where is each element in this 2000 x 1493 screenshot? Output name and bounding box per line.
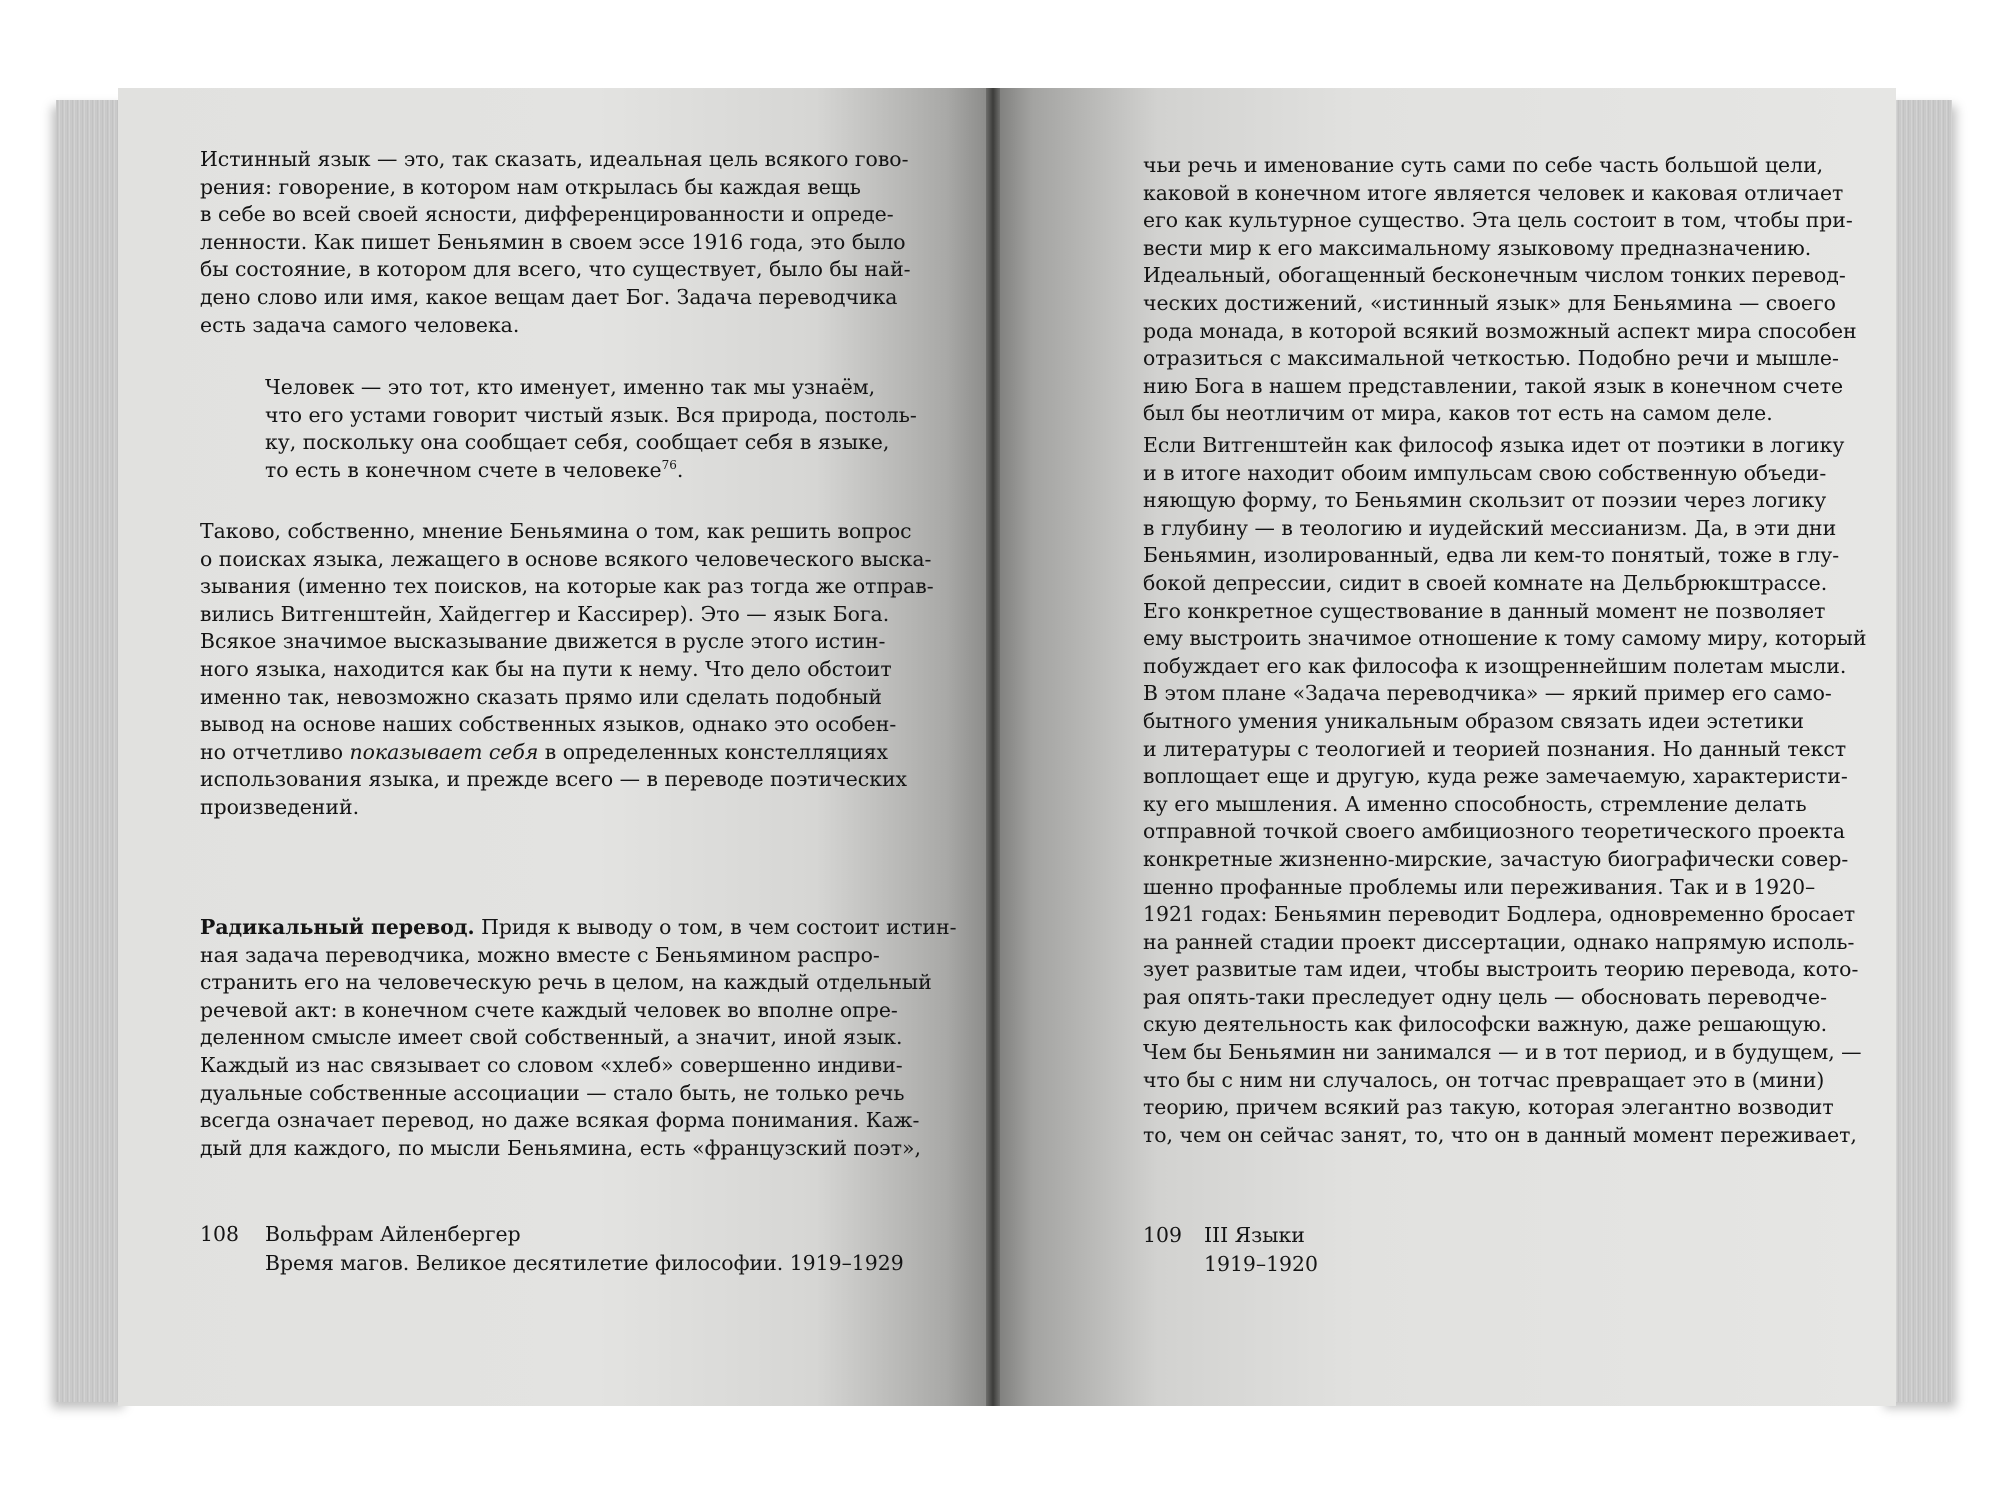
text-line: Если Витгенштейн как философ языка идет от поэтики в логику xyxy=(1143,433,1845,457)
emphasis-text: показывает себя xyxy=(349,739,539,764)
text-line: чьи речь и именование суть сами по себе часть большой цели, xyxy=(1143,153,1824,177)
section-run-in-heading: Радикальный перевод. xyxy=(200,915,475,939)
text-line: Истинный язык — это, так сказать, идеальная цель всякого гово- xyxy=(200,147,909,171)
text-line xyxy=(200,914,957,942)
text-line: всегда означает перевод, но даже всякая форма понимания. Каж- xyxy=(200,1108,920,1133)
text-line: в себе во всей своей ясности, дифференцированности и опреде- xyxy=(200,202,894,227)
text-segment: в определенных констелляциях xyxy=(538,739,889,764)
text-line: скую деятельность как философски важную, даже решающую. xyxy=(1143,1012,1828,1037)
text-line: Каждый из нас связывает со словом «хлеб» совершенно индиви- xyxy=(200,1052,903,1077)
text-line: есть задача самого человека. xyxy=(200,312,520,337)
footnote-marker: 76 xyxy=(661,457,677,472)
text-line: ку, поскольку она сообщает себя, сообщает себя в языке, xyxy=(265,430,890,455)
text-line: то, чем он сейчас занят, то, что он в данный момент переживает, xyxy=(1143,1122,1857,1147)
page-number-right: 109 xyxy=(1143,1223,1182,1247)
text-line xyxy=(200,739,889,767)
text-line: вывод на основе наших собственных языков, однако это особен- xyxy=(200,712,897,737)
text-line: конкретные жизненно-мирские, зачастую биографически совер- xyxy=(1143,846,1849,871)
text-line: В этом плане «Задача переводчика» — яркий пример его само- xyxy=(1143,681,1832,706)
right-paragraph-2 xyxy=(1143,432,1867,1149)
text-line: в глубину — в теологию и иудейский мессианизм. Да, в эти дни xyxy=(1143,515,1837,540)
text-line: и литературы с теологией и теорией познания. Но данный текст xyxy=(1143,736,1847,761)
text-line: шенно профанные проблемы или переживания. Так и в 1920– xyxy=(1143,874,1816,899)
text-line: вились Витгенштейн, Хайдеггер и Кассирер). Это — язык Бога. xyxy=(200,601,890,626)
text-line: рения: говорение, в котором нам открылась бы каждая вещь xyxy=(200,174,861,199)
text-line: ему выстроить значимое отношение к тому самому миру, который xyxy=(1143,626,1867,651)
text-line: теорию, причем всякий раз такую, которая элегантно возводит xyxy=(1143,1095,1834,1120)
text-line: Таково, собственно, мнение Беньямина о том, как решить вопрос xyxy=(200,519,912,543)
text-line: Человек — это тот, кто именует, именно так мы узнаём, xyxy=(265,375,876,399)
text-line: нию Бога в нашем представлении, такой язык в конечном счете xyxy=(1143,373,1844,398)
text-line: был бы неотличим от мира, каков тот есть на самом деле. xyxy=(1143,401,1773,426)
left-paragraph-2 xyxy=(200,518,934,822)
text-line: 1921 годах: Беньямин переводит Бодлера, одновременно бросает xyxy=(1143,902,1856,927)
text-line: няющую форму, то Беньямин скользит от поэзии через логику xyxy=(1143,488,1827,513)
text-line: и в итоге находит обоим импульсам свою собственную объеди- xyxy=(1143,460,1827,485)
text-line: ку его мышления. А именно способность, стремление делать xyxy=(1143,791,1807,816)
text-line: его как культурное существо. Эта цель состоит в том, чтобы при- xyxy=(1143,208,1853,233)
text-line: зует развитые там идеи, чтобы выстроить теорию перевода, кото- xyxy=(1143,957,1859,982)
quote-end-punctuation: . xyxy=(676,457,684,482)
right-paragraph-1 xyxy=(1143,152,1857,428)
left-paragraph-3 xyxy=(200,914,957,1162)
text-line: дый для каждого, по мысли Беньямина, есть «французский поэт», xyxy=(200,1135,921,1160)
text-line: произведений. xyxy=(200,794,360,819)
text-line: Беньямин, изолированный, едва ли кем-то понятый, тоже в глу- xyxy=(1143,543,1840,568)
text-line: именно так, невозможно сказать прямо или сделать подобный xyxy=(200,684,882,709)
book-gutter xyxy=(986,88,1000,1406)
text-line: отправной точкой своего амбициозного теоретического проекта xyxy=(1143,819,1846,844)
text-line: бытного умения уникальным образом связать идеи эстетики xyxy=(1143,708,1804,733)
text-line: деленном смысле имеет свой собственный, а значит, иной язык. xyxy=(200,1025,903,1050)
text-line: бокой депрессии, сидит в своей комнате на Дельбрюкштрассе. xyxy=(1143,570,1828,595)
text-line: Его конкретное существование в данный момент не позволяет xyxy=(1143,598,1826,623)
text-line: что бы с ним ни случалось, он тотчас превращает это в (мини) xyxy=(1143,1067,1825,1092)
text-line: на ранней стадии проект диссертации, однако напрямую исполь- xyxy=(1143,929,1855,954)
page-number-left: 108 xyxy=(200,1222,239,1246)
text-segment: но отчетливо xyxy=(200,739,350,764)
running-footer-years: 1919–1920 xyxy=(1204,1252,1318,1276)
text-line: рода монада, в которой всякий возможный аспект мира способен xyxy=(1143,318,1857,343)
text-line: Идеальный, обогащенный бесконечным числом тонких перевод- xyxy=(1143,263,1846,288)
text-line: побуждает его как философа к изощреннейшим полетам мысли. xyxy=(1143,653,1847,678)
text-line: Чем бы Беньямин ни занимался — и в тот период, и в будущем, — xyxy=(1143,1040,1862,1065)
text-line: ного языка, находится как бы на пути к нему. Что дело обстоит xyxy=(200,656,892,681)
text-line: использования языка, и прежде всего — в переводе поэтических xyxy=(200,767,908,792)
text-line: зывания (именно тех поисков, на которые как раз тогда же отправ- xyxy=(200,574,934,599)
text-line: ческих достижений, «истинный язык» для Беньямина — своего xyxy=(1143,290,1836,315)
running-footer-author: Вольфрам Айленбергер xyxy=(265,1222,521,1246)
running-footer-book-title: Время магов. Великое десятилетие философии. 1919–1929 xyxy=(265,1251,904,1275)
text-line: дено слово или имя, какое вещам дает Бог. Задача переводчика xyxy=(200,284,898,309)
text-segment: Придя к выводу о том, в чем состоит истин- xyxy=(474,915,957,939)
text-line: воплощает еще и другую, куда реже замечаемую, характеристи- xyxy=(1143,764,1848,789)
text-line: ная задача переводчика, можно вместе с Беньямином распро- xyxy=(200,942,880,967)
block-quote xyxy=(265,374,917,484)
text-line: Всякое значимое высказывание движется в русле этого истин- xyxy=(200,629,886,654)
text-line: ленности. Как пишет Беньямин в своем эссе 1916 года, это было xyxy=(200,229,906,254)
left-paragraph-1 xyxy=(200,146,911,339)
text-line: странить его на человеческую речь в целом, на каждый отдельный xyxy=(200,970,932,995)
text-line: дуальные собственные ассоциации — стало быть, не только речь xyxy=(200,1080,905,1105)
quote-last-line-text: то есть в конечном счете в человеке xyxy=(265,457,662,482)
text-line xyxy=(265,457,836,485)
text-line: каковой в конечном итоге является человек и каковая отличает xyxy=(1143,180,1844,205)
text-line: о поисках языка, лежащего в основе всякого человеческого выска- xyxy=(200,546,932,571)
text-line: что его устами говорит чистый язык. Вся природа, постоль- xyxy=(265,402,917,427)
text-line: рая опять-таки преследует одну цель — обосновать переводче- xyxy=(1143,984,1827,1009)
text-line: бы состояние, в котором для всего, что существует, было бы най- xyxy=(200,257,911,282)
running-footer-chapter: III Языки xyxy=(1204,1223,1305,1247)
text-line: вести мир к его максимальному языковому предназначению. xyxy=(1143,235,1812,260)
text-line: речевой акт: в конечном счете каждый человек во вполне опре- xyxy=(200,997,898,1022)
text-line: отразиться с максимальной четкостью. Подобно речи и мышле- xyxy=(1143,346,1839,371)
